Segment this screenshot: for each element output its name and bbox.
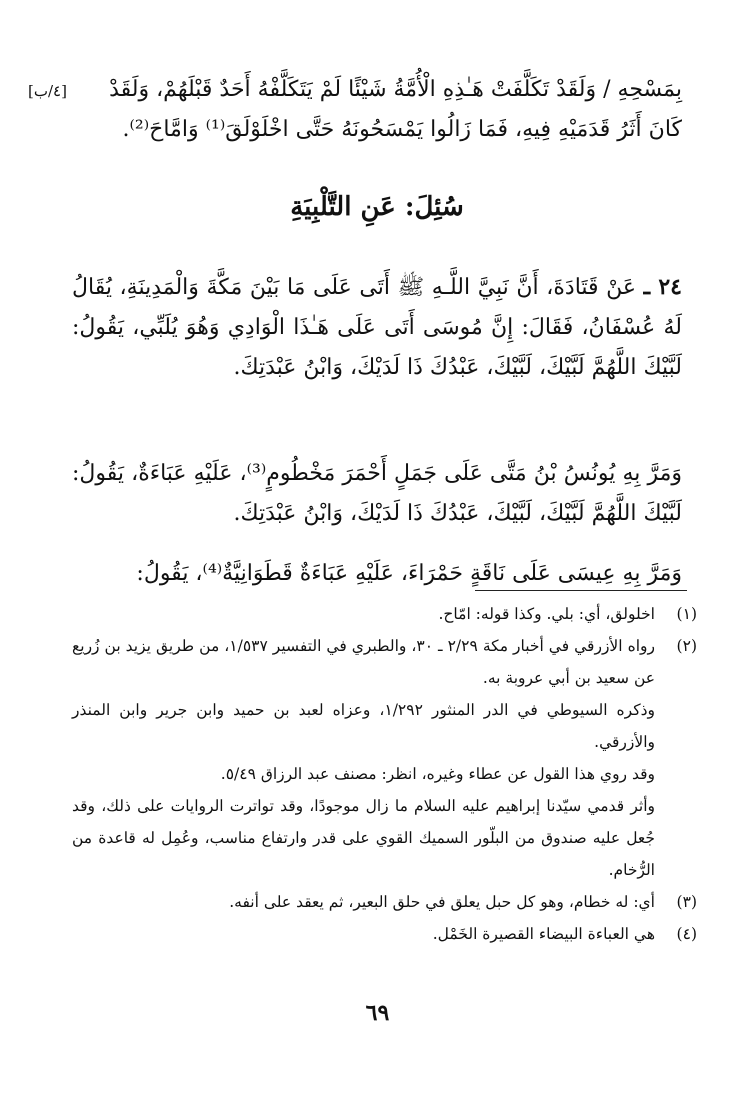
body-line-1: بِمَسْحِهِ / وَلَقَدْ تَكَلَّفَتْ هَـٰذِهِ الْأُمَّةُ شَيْئًا لَمْ يَتَكَلَّفْهُ أَحَدٌ قَبْلَهُمْ، وَلَقَدْ xyxy=(109,77,682,102)
footnote-text: هي العباءة البيضاء القصيرة الخَمْل. xyxy=(432,925,655,943)
hadith-paragraph-2: وَمَرَّ بِهِ يُونُسُ بْنُ مَتَّى عَلَى جَمَلٍ أَحْمَرَ مَخْطُومٍ⁽³⁾، عَلَيْهِ عَبَاءَةٌ، يَقُولُ: لَبَّيْكَ اللَّهُمَّ لَبَّيْكَ، لَبَّيْكَ، عَبْدُكَ ذَا لَدَيْكَ، وَابْنُ عَبْدَتِكَ. xyxy=(72,461,682,526)
footnote-1 xyxy=(72,598,697,630)
body-line-2: كَانَ أَثَرُ قَدَمَيْهِ فِيهِ، فَمَا زَالُوا يَمْسَحُونَهُ حَتَّى اخْلَوْلَقَ⁽¹⁾ وَامَّاحَ⁽²⁾. xyxy=(122,117,682,142)
hadith-paragraph-1 xyxy=(72,267,682,388)
continuation-text xyxy=(72,70,682,150)
footnote-2-continuation-3: وأثر قدمي سيّدنا إبراهيم عليه السلام ما زال موجودًا، وقد تواترت الروايات على ذلك، وقد جُعل عليه صندوق من البلّور السميك القوي على قدر وارتفاع مناسب، وعُمِل له قاعدة من الرُّخام. xyxy=(72,797,655,879)
footnote-2-continuation-1: وذكره السيوطي في الدر المنثور ١/٢٩٢، وعزاه لعبد بن حميد وابن جرير وابن المنذر والأزرقي. xyxy=(72,701,656,751)
footnote-text: أي: له خطام، وهو كل حبل يعلق في حلق البعير، ثم يعقد على أنفه. xyxy=(229,893,655,911)
manuscript-folio-marker: [٤/ب] xyxy=(28,82,67,100)
footnote-number: (٤) xyxy=(676,925,697,943)
footnote-4 xyxy=(72,918,697,950)
section-heading: سُئِلَ: عَنِ التَّلْبِيَةِ xyxy=(290,192,464,222)
hadith-number: ٢٤ ـ xyxy=(643,274,682,300)
hadith-text-1: عَنْ قَتَادَةَ، أَنَّ نَبِيَّ اللَّـهِ ﷺ أَتَى عَلَى مَا بَيْنَ مَكَّةَ وَالْمَدِينَةِ، يُقَالُ لَهُ عُسْفَانُ، فَقَالَ: إِنَّ مُوسَى أَتَى عَلَى هَـٰذَا الْوَادِي وَهُوَ يُلَبِّي، يَقُولُ: لَبَّيْكَ اللَّهُمَّ لَبَّيْكَ، لَبَّيْكَ، عَبْدُكَ ذَا لَدَيْكَ، وَابْنُ عَبْدَتِكَ. xyxy=(72,275,682,380)
footnote-2-continuation-2: وقد روي هذا القول عن عطاء وغيره، انظر: مصنف عبد الرزاق ٥/٤٩. xyxy=(220,765,655,783)
footnotes xyxy=(72,598,697,950)
footnote-text: اخلولق، أي: بلي. وكذا قوله: امّاح. xyxy=(438,605,655,623)
hadith-paragraph-3: وَمَرَّ بِهِ عِيسَى عَلَى نَاقَةٍ حَمْرَاءَ، عَلَيْهِ عَبَاءَةٌ قَطَوَانِيَّةٌ⁽⁴⁾، يَقُولُ: xyxy=(136,561,682,586)
footnote-text: رواه الأزرقي في أخبار مكة ٢/٢٩ ـ ٣٠، والطبري في التفسير ١/٥٣٧، من طريق يزيد بن زُريع عن سعيد بن أبي عروبة به. xyxy=(72,637,655,687)
footnote-number: (٢) xyxy=(676,637,697,655)
page-number: ٦٩ xyxy=(365,1000,390,1026)
footnote-2 xyxy=(72,630,697,694)
footnote-number: (٣) xyxy=(676,893,697,911)
footnote-number: (١) xyxy=(676,605,697,623)
footnote-separator xyxy=(475,590,687,591)
footnote-3 xyxy=(72,886,697,918)
